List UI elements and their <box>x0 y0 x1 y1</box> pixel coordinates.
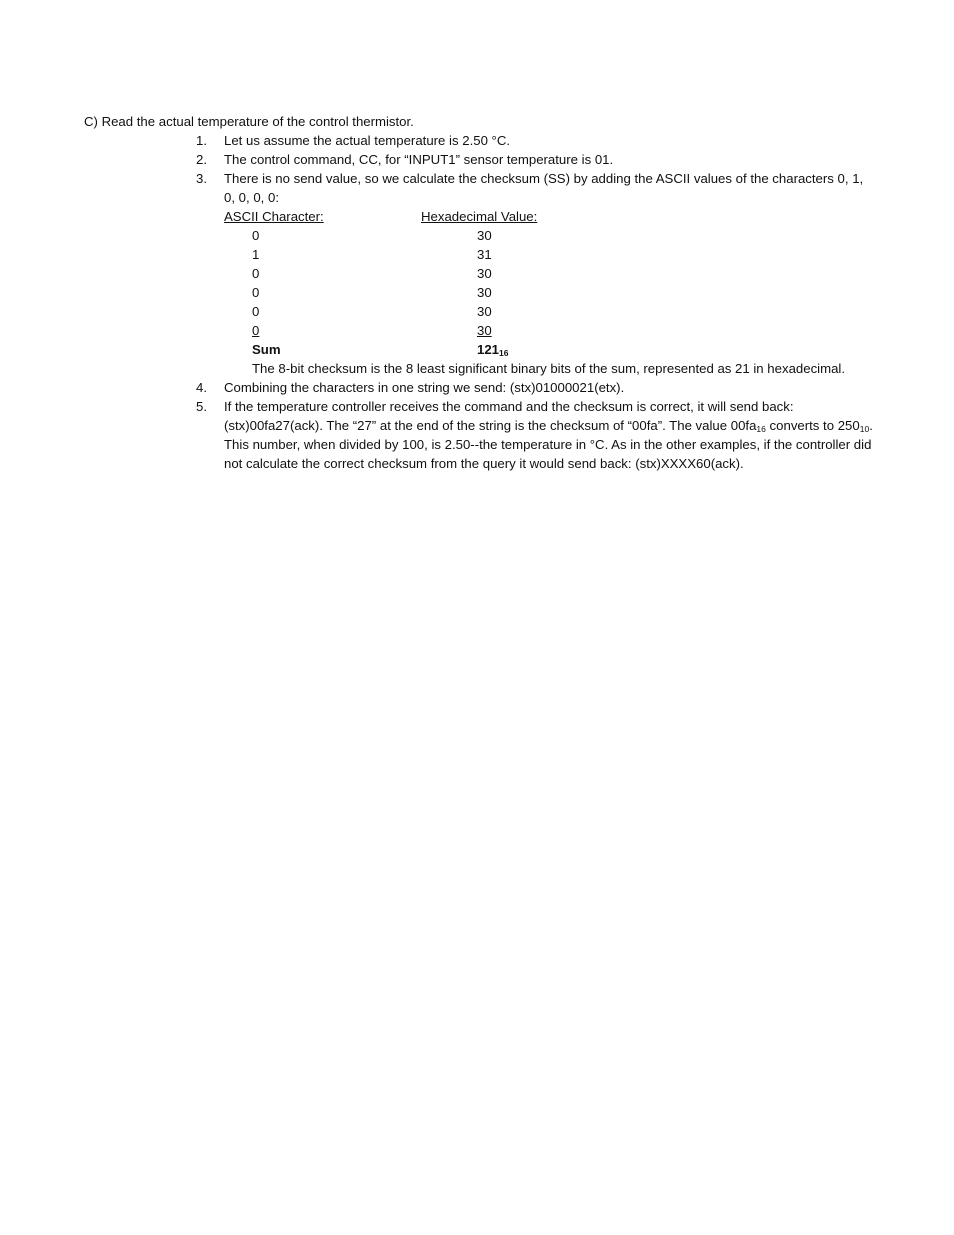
step-text: There is no send value, so we calculate the checksum (SS) by adding the ASCII values of the characters 0, 1, 0, 0, 0, 0: <box>224 171 864 205</box>
step-number: 3. <box>196 171 207 186</box>
table-sum-row <box>224 340 824 359</box>
table-row <box>224 226 824 245</box>
step-text: Combining the characters in one string we send: (stx)01000021(etx). <box>224 380 625 395</box>
table-row <box>224 245 824 264</box>
ascii-char: 0 <box>252 304 260 319</box>
checksum-note: The 8-bit checksum is the 8 least significant binary bits of the sum, represented as 21 in hexadecimal. <box>252 361 846 376</box>
table-header-row <box>224 207 824 226</box>
table-row <box>224 283 824 302</box>
step-text: Let us assume the actual temperature is 2.50 °C. <box>224 133 511 148</box>
table-body <box>224 226 824 359</box>
ascii-char: 0 <box>252 285 260 300</box>
step-number: 1. <box>196 133 207 148</box>
ascii-char: 0 <box>252 323 260 338</box>
table-header-ascii: ASCII Character: <box>224 209 324 224</box>
hex-value: 30 <box>477 266 492 281</box>
step-number: 5. <box>196 399 207 414</box>
hex-value: 30 <box>477 323 492 338</box>
section-heading: C) Read the actual temperature of the control thermistor. <box>84 114 414 129</box>
step-3 <box>196 169 876 378</box>
steps-list <box>196 131 876 473</box>
ascii-char: 0 <box>252 228 260 243</box>
ascii-char: 1 <box>252 247 260 262</box>
base-10-subscript: 10 <box>859 424 870 434</box>
sum-value: $121_{16}$ <box>477 342 509 358</box>
step-4 <box>196 378 876 397</box>
step-1 <box>196 131 876 150</box>
step-5 <box>196 397 876 473</box>
hex-value: 30 <box>477 228 492 243</box>
checksum-table <box>224 207 824 359</box>
step-text: If the temperature controller receives the command and the checksum is correct, it will send back: (stx)00fa27(ack). The “27” at the end of the string is the checksum of “00fa”. The value $00fa_{16}$ converts to $250_{10}$. This number, when divided by 100, is 2.50--the temperature in °C. As in the other examples, if the controller did not calculate the correct checksum from the query it would send back: (stx)XXXX60(ack). <box>224 399 873 471</box>
step-2 <box>196 150 876 169</box>
hex-value: 30 <box>477 285 492 300</box>
table-row <box>224 264 824 283</box>
hex-value: 31 <box>477 247 492 262</box>
step-number: 2. <box>196 152 207 167</box>
base-16-subscript: 16 <box>756 424 766 434</box>
ascii-char: 0 <box>252 266 260 281</box>
table-row <box>224 302 824 321</box>
hex-value: 30 <box>477 304 492 319</box>
sum-base: 16 <box>499 348 509 358</box>
step-number: 4. <box>196 380 207 395</box>
table-row <box>224 321 824 340</box>
step-text: The control command, CC, for “INPUT1” sensor temperature is 01. <box>224 152 614 167</box>
table-header-hex: Hexadecimal Value: <box>421 209 538 224</box>
sum-label: Sum <box>252 342 281 357</box>
